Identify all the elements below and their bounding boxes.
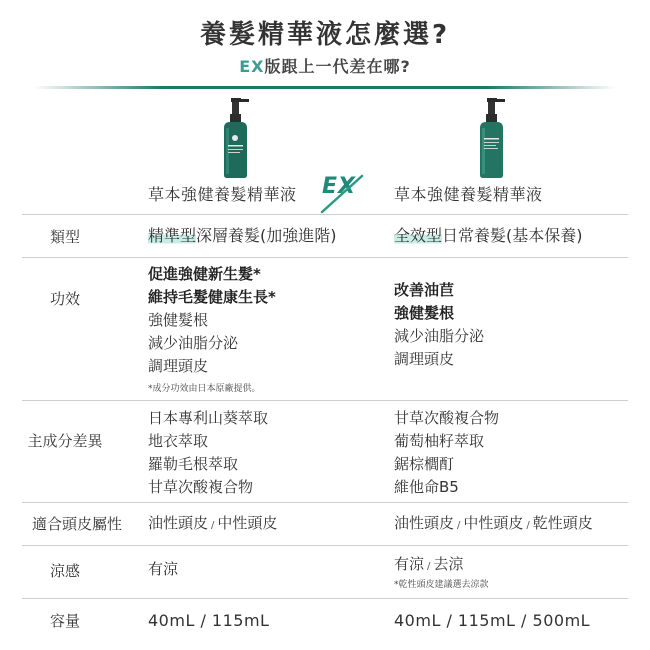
base-type-highlight: 全效型: [394, 226, 443, 245]
row-divider: [22, 400, 628, 401]
ex-effect-note: *成分功效由日本原廠提供。: [148, 384, 261, 394]
ex-slash-mark: [318, 174, 366, 214]
base-effect-list: [394, 279, 484, 371]
header-divider: [34, 86, 616, 89]
label-volume: 容量: [49, 612, 80, 630]
label-effect: 功效: [49, 290, 80, 308]
row-divider: [22, 214, 628, 215]
subtitle-rest: 版跟上一代差在哪?: [264, 57, 411, 76]
row-divider: [22, 502, 628, 503]
label-type: 類型: [49, 228, 80, 246]
base-cooling-b: 去涼: [433, 555, 464, 573]
scalp-separator: /: [211, 520, 215, 531]
ex-product-name: 草本強健養髮精華液: [148, 185, 297, 204]
ex-scalp-item: 中性頭皮: [217, 514, 278, 532]
label-scalp: 適合頭皮屬性: [31, 515, 122, 533]
scalp-separator: /: [526, 520, 530, 531]
ex-effect-item: 維持毛髮健康生長*: [148, 288, 276, 306]
ex-ingredient-item: 羅勒毛根萃取: [148, 455, 239, 473]
base-scalp-item: 油性頭皮: [394, 514, 455, 532]
label-ingredients: 主成分差異: [27, 432, 103, 450]
base-ingredient-item: 葡萄柚籽萃取: [394, 432, 485, 450]
row-divider: [22, 257, 628, 258]
scalp-separator: /: [457, 520, 461, 531]
row-divider: [22, 545, 628, 546]
row-divider: [22, 598, 628, 599]
ex-cooling: 有涼: [148, 560, 179, 578]
ex-ingredient-item: 地衣萃取: [148, 432, 209, 450]
ex-ingredient-item: 日本專利山葵萃取: [148, 409, 269, 427]
ex-type-highlight: 精準型: [148, 226, 197, 245]
base-bottle-image: [473, 98, 509, 178]
ex-type-rest: 深層養髮(加強進階): [196, 226, 337, 245]
base-cooling: [394, 553, 489, 592]
cooling-separator: /: [427, 561, 431, 572]
base-volume: 40mL / 115mL / 500mL: [394, 611, 591, 630]
base-type: [394, 224, 583, 247]
ex-volume: 40mL / 115mL: [148, 611, 270, 630]
ex-effect-item: 促進強健新生髮*: [148, 265, 261, 283]
base-effect-item: 減少油脂分泌: [394, 327, 485, 345]
base-cooling-note: *乾性頭皮建議選去涼款: [394, 580, 489, 590]
base-effect-item: 改善油苣: [394, 281, 455, 299]
ex-ingredients-list: [148, 407, 268, 499]
base-ingredients-list: [394, 407, 499, 499]
subtitle-ex: EX: [239, 57, 265, 76]
base-type-rest: 日常養髮(基本保養): [442, 226, 583, 245]
base-effect-item: 強健髮根: [394, 304, 455, 322]
ex-bottle-image: [217, 98, 253, 178]
base-effect-item: 調理頭皮: [394, 350, 455, 368]
base-scalp-item: 乾性頭皮: [532, 514, 593, 532]
page-subtitle: [0, 54, 650, 77]
ex-type: [148, 224, 337, 247]
ex-effect-item: 強健髮根: [148, 311, 209, 329]
base-cooling-a: 有涼: [394, 555, 425, 573]
ex-scalp: [148, 512, 277, 537]
ex-scalp-item: 油性頭皮: [148, 514, 209, 532]
ex-effect-list: [148, 263, 276, 396]
page-title: 養髮精華液怎麼選?: [199, 20, 451, 50]
base-product-name: 草本強健養髮精華液: [394, 185, 543, 204]
ex-effect-item: 減少油脂分泌: [148, 334, 239, 352]
base-scalp: [394, 512, 593, 537]
ex-effect-item: 調理頭皮: [148, 357, 209, 375]
base-ingredient-item: 維他命B5: [394, 478, 459, 496]
label-cooling: 涼感: [49, 562, 80, 580]
base-scalp-item: 中性頭皮: [463, 514, 524, 532]
ex-ingredient-item: 甘草次酸複合物: [148, 478, 254, 496]
ex-badge: EX: [322, 174, 356, 199]
base-ingredient-item: 鋸棕櫚酊: [394, 455, 455, 473]
base-ingredient-item: 甘草次酸複合物: [394, 409, 500, 427]
